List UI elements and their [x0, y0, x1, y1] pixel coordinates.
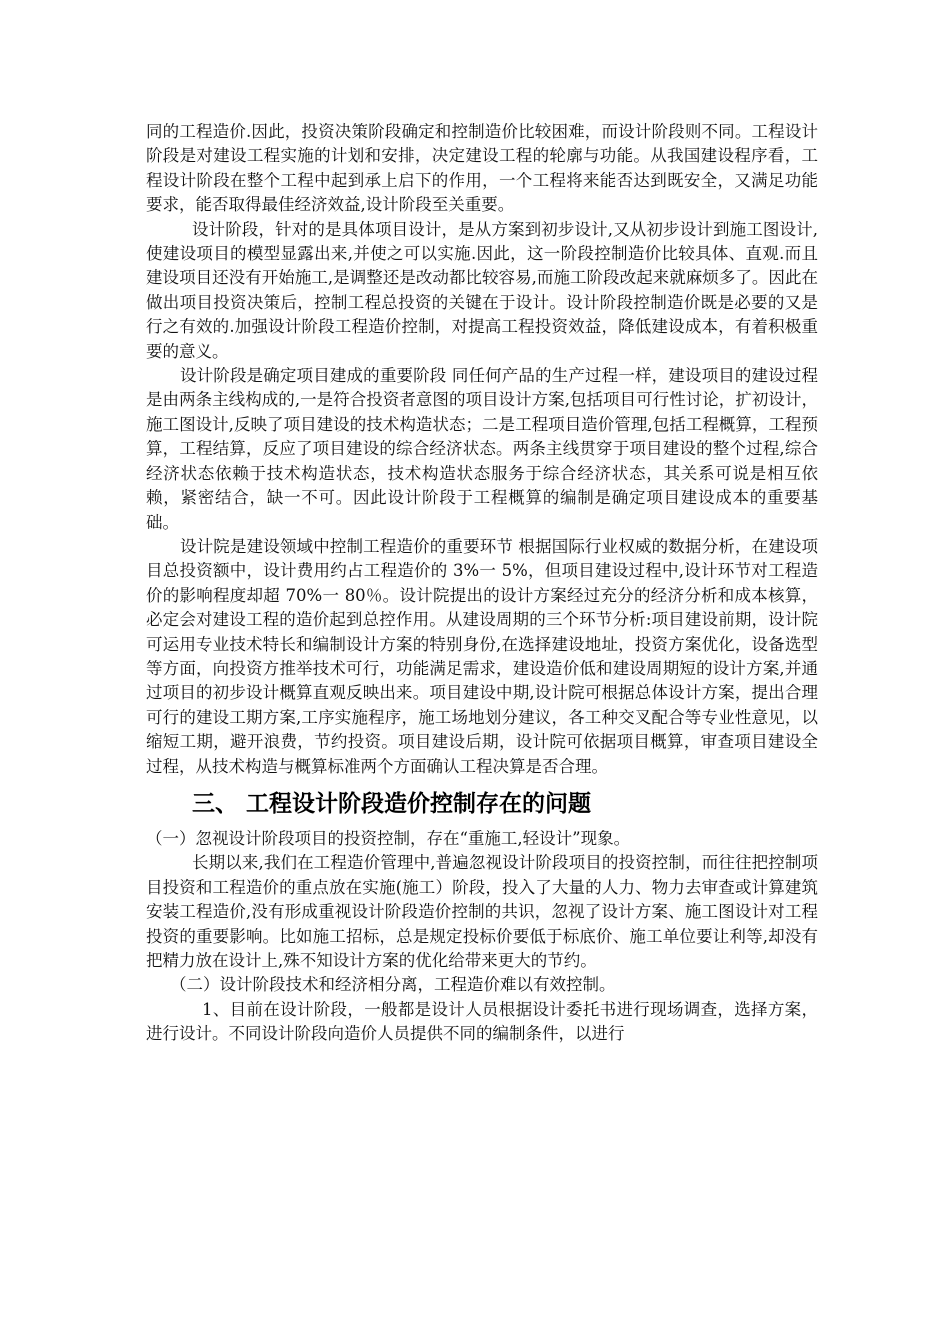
subheading-2: （二）设计阶段技术和经济相分离，工程造价难以有效控制。: [170, 975, 616, 995]
section-heading: 三、 工程设计阶段造价控制存在的问题: [192, 790, 592, 817]
paragraph-6: 1、目前在设计阶段，一般都是设计人员根据设计委托书进行现场调查，选择方案，进行设计。不同设计阶段向造价人员提供不同的编制条件，以进行: [146, 999, 818, 1044]
paragraph-5: 长期以来,我们在工程造价管理中,普遍忽视设计阶段项目的投资控制，而往往把控制项目投资和工程造价的重点放在实施(施工）阶段，投入了大量的人力、物力去审查或计算建筑安装工程造价,没有形成重视设计阶段造价控制的共识，忽视了设计方案、施工图设计对工程投资的重要影响。比如施工招标，总是规定投标价要低于标底价、施工单位要让利等,却没有把精力放在设计上,殊不知设计方案的优化给带来更大的节约。: [146, 853, 818, 970]
paragraph-1: 同的工程造价.因此，投资决策阶段确定和控制造价比较困难，而设计阶段则不同。工程设计阶段是对建设工程实施的计划和安排，决定建设工程的轮廓与功能。从我国建设程序看，工程设计阶段在整个工程中起到承上启下的作用，一个工程将来能否达到既安全，又满足功能要求，能否取得最佳经济效益,设计阶段至关重要。: [146, 122, 818, 215]
document-body: [146, 120, 818, 1047]
paragraph-4: 设计院是建设领域中控制工程造价的重要环节 根据国际行业权威的数据分析，在建设项目总投资额中，设计费用约占工程造价的 3%一 5%，但项目建设过程中,设计环节对工程造价的影响程度却超 70%一 80％。设计院提出的设计方案经过充分的经济分析和成本核算，必定会对建设工程的造价起到总控作用。从建设周期的三个环节分析:项目建设前期，设计院可运用专业技术特长和编制设计方案的特别身份,在选择建设地址，投资方案优化，设备选型等方面，向投资方推举技术可行，功能满足需求，建设造价低和建设周期短的设计方案,并通过项目的初步设计概算直观反映出来。项目建设中期,设计院可根据总体设计方案，提出合理可行的建设工期方案,工序实施程序，施工场地划分建议，各工种交叉配合等专业性意见，以缩短工期，避开浪费，节约投资。项目建设后期，设计院可依据项目概算，审查项目建设全过程，从技术构造与概算标准两个方面确认工程决算是否合理。: [146, 536, 818, 776]
paragraph-3: 设计阶段是确定项目建成的重要阶段 同任何产品的生产过程一样，建设项目的建设过程是由两条主线构成的,一是符合投资者意图的项目设计方案,包括项目可行性讨论，扩初设计，施工图设计,反映了项目建设的技术构造状态；二是工程项目造价管理,包括工程概算，工程预算，工程结算，反应了项目建设的综合经济状态。两条主线贯穿于项目建设的整个过程,综合经济状态依赖于技术构造状态，技术构造状态服务于综合经济状态，其关系可说是相互依赖，紧密结合，缺一不可。因此设计阶段于工程概算的编制是确定项目建设成本的重要基础。: [146, 366, 818, 532]
subheading-1: （一）忽视设计阶段项目的投资控制，存在“重施工,轻设计”现象。: [146, 828, 631, 848]
paragraph-2: 设计阶段，针对的是具体项目设计，是从方案到初步设计,又从初步设计到施工图设计,使建设项目的模型显露出来,并使之可以实施.因此，这一阶段控制造价比较具体、直观.而且建设项目还没有开始施工,是调整还是改动都比较容易,而施工阶段改起来就麻烦多了。因此在做出项目投资决策后，控制工程总投资的关键在于设计。设计阶段控制造价既是必要的又是行之有效的.加强设计阶段工程造价控制，对提高工程投资效益，降低建设成本，有着积极重要的意义。: [146, 219, 818, 361]
